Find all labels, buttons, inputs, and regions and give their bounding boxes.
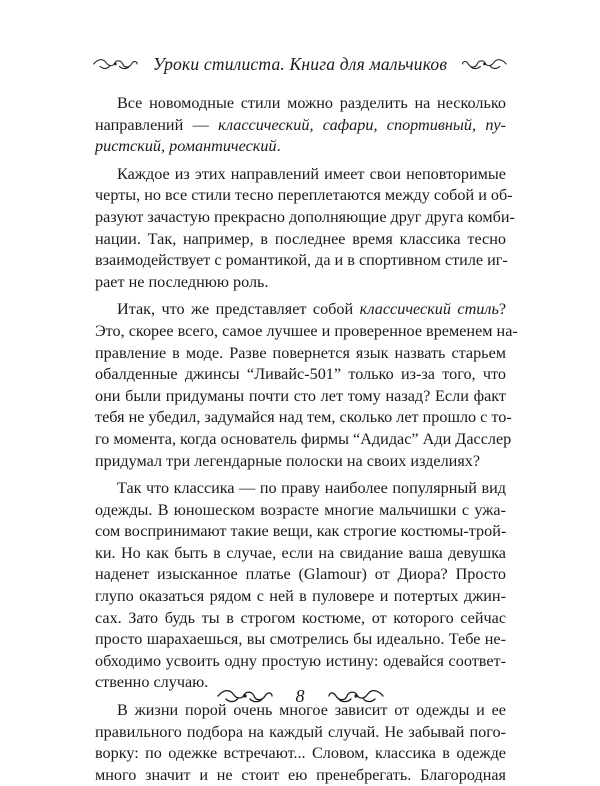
ornament-icon bbox=[327, 687, 385, 705]
text-line bbox=[95, 500, 506, 522]
paragraph bbox=[95, 164, 515, 294]
text-line bbox=[95, 564, 506, 586]
text-line bbox=[95, 229, 506, 251]
text-run: направлений — bbox=[95, 115, 219, 134]
text-line bbox=[95, 765, 506, 786]
paragraph bbox=[95, 478, 506, 694]
running-header bbox=[92, 50, 508, 78]
text-run: Каждое из этих направлений имеет свои неповторимые bbox=[117, 164, 506, 183]
text-line bbox=[95, 629, 506, 651]
text-run: ворку: по одежке встречают... Словом, классика в одежде bbox=[95, 744, 506, 763]
text-line bbox=[95, 207, 515, 229]
text-line bbox=[95, 743, 506, 765]
text-line bbox=[95, 407, 512, 429]
text-run: го момента, когда основатель фирмы “Адидас” Ади Дасслер bbox=[95, 429, 512, 448]
ornament-icon bbox=[216, 687, 274, 705]
text-run: Все новомодные стили можно разделить на несколько bbox=[117, 94, 506, 112]
text-run: нации. Так, например, в последнее время классика тесно bbox=[95, 229, 506, 248]
text-line bbox=[95, 451, 506, 473]
text-line bbox=[95, 115, 506, 137]
text-run: глупо оказаться рядом с ней в пуловере и потертых джин- bbox=[95, 587, 506, 606]
text-run: рает не последнюю роль. bbox=[95, 272, 269, 291]
text-line bbox=[95, 185, 513, 207]
italic-term: ристский, романтический bbox=[95, 137, 277, 156]
text-run: наденет изысканное платье (Glamour) от Диора? Просто bbox=[95, 565, 506, 584]
text-line bbox=[95, 343, 506, 365]
text-run: сах. Зато будь ты в строгом костюме, от которого сейчас bbox=[95, 608, 506, 627]
text-line bbox=[95, 250, 506, 272]
text-line bbox=[95, 321, 518, 343]
text-line bbox=[95, 586, 506, 608]
text-run: правильного подбора на каждый случай. Не забывай пого- bbox=[95, 722, 506, 741]
text-line bbox=[95, 722, 506, 744]
text-run: правление в моде. Разве повернется язык назвать старьем bbox=[95, 343, 506, 362]
text-line bbox=[95, 651, 506, 673]
text-run: одежды. В юношеском возрасте многие мальчишки с ужа- bbox=[95, 500, 506, 519]
text-line bbox=[95, 136, 506, 158]
text-line bbox=[95, 608, 506, 630]
text-run: тебя не убедил, задумайся над тем, сколько лет прошло с то- bbox=[95, 408, 512, 427]
text-run: . bbox=[276, 137, 281, 156]
text-line bbox=[95, 364, 506, 386]
page-footer bbox=[200, 684, 400, 708]
paragraph bbox=[95, 299, 518, 472]
book-title: Уроки стилиста. Книга для мальчиков bbox=[152, 53, 448, 74]
text-run: придумал три легендарные полоски на своих изделиях? bbox=[95, 451, 481, 470]
text-run: обходимо усвоить одну простую истину: одевайся соответ- bbox=[95, 651, 506, 670]
ornament-icon bbox=[92, 55, 139, 73]
text-run: разуют зачастую прекрасно дополняющие друг друга комби- bbox=[95, 207, 515, 226]
text-run: Это, скорее всего, самое лучшее и проверенное временем на- bbox=[95, 321, 518, 340]
italic-term: классический стиль bbox=[359, 300, 499, 319]
text-run: В жизни порой очень многое зависит от одежды и ее bbox=[117, 701, 506, 720]
text-run: сом воспринимают такие вещи, как строгие костюмы-трой- bbox=[95, 522, 507, 541]
text-line bbox=[95, 272, 506, 294]
text-run: ? bbox=[498, 300, 506, 319]
text-run: обалденные джинсы “Ливайс-501” только из-за того, что bbox=[95, 365, 506, 384]
text-line bbox=[95, 164, 506, 186]
text-run: Так что классика — по праву наиболее популярный вид bbox=[117, 479, 506, 498]
text-run: взаимодействует с романтикой, да и в спортивном стиле иг- bbox=[95, 251, 508, 270]
text-run: черты, но все стили тесно переплетаются между собой и об- bbox=[95, 186, 513, 205]
text-run: ственно случаю. bbox=[95, 673, 209, 692]
text-run: много значит и не стоит ею пренебрегать. Благородная bbox=[95, 765, 506, 784]
page-number: 8 bbox=[295, 685, 305, 706]
page-body bbox=[95, 93, 518, 786]
ornament-icon bbox=[461, 55, 508, 73]
text-line bbox=[95, 521, 506, 543]
text-line bbox=[95, 299, 506, 321]
text-line bbox=[95, 93, 506, 115]
paragraph bbox=[95, 93, 506, 158]
text-line bbox=[95, 386, 506, 408]
text-line bbox=[95, 429, 512, 451]
text-run: просто шарахаешься, вы смотрелись бы идеально. Тебе не- bbox=[95, 630, 506, 649]
text-run: ки. Но как быть в случае, если на свидание ваша девушка bbox=[95, 543, 506, 562]
text-line bbox=[95, 543, 506, 565]
italic-term: классический, сафари, спортивный, пу- bbox=[218, 115, 506, 134]
text-run: они были придуманы почти сто лет тому назад? Если факт bbox=[95, 386, 506, 405]
text-run: Итак, что же представляет собой bbox=[117, 300, 360, 319]
text-line bbox=[95, 478, 506, 500]
paragraph bbox=[95, 700, 506, 786]
